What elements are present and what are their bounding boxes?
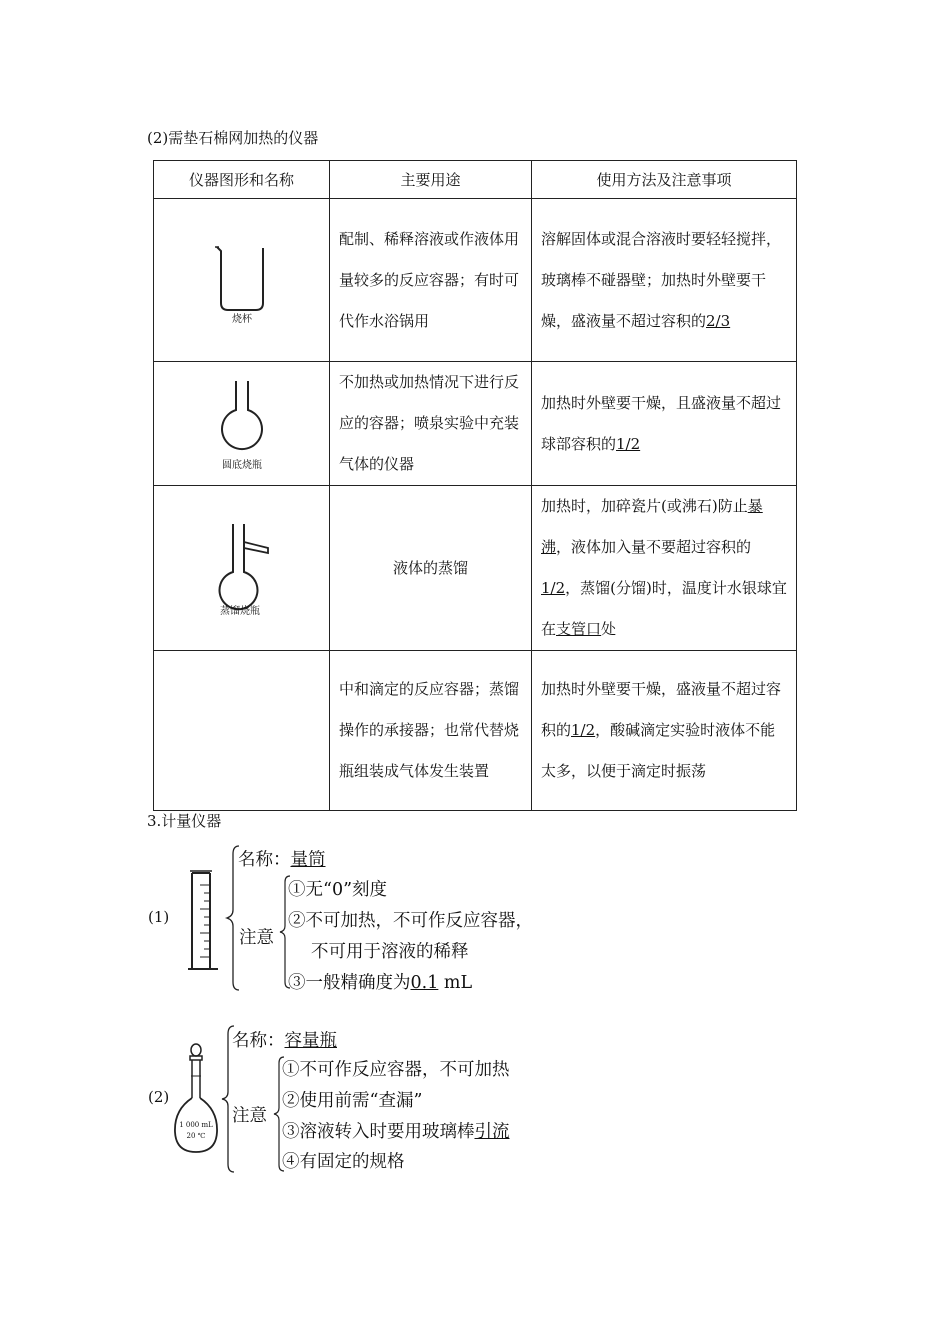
round-flask-use: 不加热或加热情况下进行反应的容器；喷泉实验中充装气体的仪器: [330, 362, 532, 486]
cylinder-note-3: ③一般精确度为0.1 mL: [288, 973, 473, 993]
table-row-beaker: [154, 199, 797, 362]
volumetric-flask-block: [145, 1022, 565, 1172]
volumetric-note-3: ③溶液转入时要用玻璃棒引流: [282, 1122, 510, 1142]
table-row-distilling-flask: [154, 486, 797, 651]
volumetric-name-label: 名称：容量瓶: [232, 1031, 337, 1051]
volumetric-note-1: ①不可作反应容器，不可加热: [282, 1060, 510, 1080]
flask-temperature-label: 20 ℃: [186, 1132, 206, 1140]
erlenmeyer-figure-cell: [154, 651, 330, 811]
distilling-flask-label: 蒸馏烧瓶: [219, 606, 260, 617]
table-row-round-flask: [154, 362, 797, 486]
round-flask-notes: 加热时外壁要干燥，且盛液量不超过球部容积的1/2: [532, 362, 797, 486]
measuring-cylinder-icon: [183, 843, 223, 993]
cylinder-name-value: 量筒: [290, 850, 326, 870]
instrument-table: [153, 160, 797, 811]
cylinder-note-2: ②不可加热，不可作反应容器，: [288, 911, 533, 931]
header-figure-name: 仪器图形和名称: [154, 161, 330, 199]
cylinder-block: [145, 838, 565, 998]
beaker-notes: 溶解固体或混合溶液时要轻轻搅拌，玻璃棒不碰器壁；加热时外壁要干燥，盛液量不超过容积的2/3: [532, 199, 797, 362]
table-row-erlenmeyer: [154, 651, 797, 811]
distilling-flask-icon: [202, 518, 282, 618]
distilling-flask-use: 液体的蒸馏: [330, 486, 532, 651]
distilling-flask-notes: 加热时，加碎瓷片(或沸石)防止暴沸，液体加入量不要超过容积的1/2，蒸馏(分馏)时，温度计水银球宜在支管口处: [532, 486, 797, 651]
round-flask-label: 圆底烧瓶: [221, 460, 262, 471]
cylinder-number: (1): [148, 908, 170, 926]
table-header-row: [154, 161, 797, 199]
erlenmeyer-notes: 加热时外壁要干燥，盛液量不超过容积的1/2，酸碱滴定实验时液体不能太多，以便于滴定时振荡: [532, 651, 797, 811]
header-use: 主要用途: [330, 161, 532, 199]
cylinder-notes-label: 注意: [239, 928, 274, 948]
cylinder-note-1: ①无“0”刻度: [288, 880, 388, 900]
section3-title: 3.计量仪器: [147, 812, 222, 830]
section-title: (2)需垫石棉网加热的仪器: [147, 129, 319, 147]
flask-capacity-label: 1 000 mL: [179, 1121, 213, 1129]
volumetric-name-value: 容量瓶: [284, 1031, 337, 1051]
beaker-use: 配制、稀释溶液或作液体用量较多的反应容器；有时可代作水浴锅用: [330, 199, 532, 362]
beaker-icon: [207, 235, 277, 325]
beaker-label: 烧杯: [231, 314, 252, 325]
volumetric-notes-label: 注意: [232, 1106, 267, 1126]
cylinder-note-2b: 不可用于溶液的稀释: [311, 942, 469, 962]
cylinder-name-label: 名称：量筒: [238, 850, 326, 870]
beaker-figure-cell: [154, 199, 330, 362]
round-bottom-flask-icon: [207, 376, 277, 471]
round-flask-figure-cell: [154, 362, 330, 486]
erlenmeyer-use: 中和滴定的反应容器；蒸馏操作的承接器；也常代替烧瓶组装成气体发生装置: [330, 651, 532, 811]
volumetric-number: (2): [148, 1088, 170, 1106]
volumetric-note-4: ④有固定的规格: [282, 1152, 405, 1172]
distilling-flask-figure-cell: [154, 486, 330, 651]
volumetric-note-2: ②使用前需“查漏”: [282, 1091, 423, 1111]
header-notes: 使用方法及注意事项: [532, 161, 797, 199]
